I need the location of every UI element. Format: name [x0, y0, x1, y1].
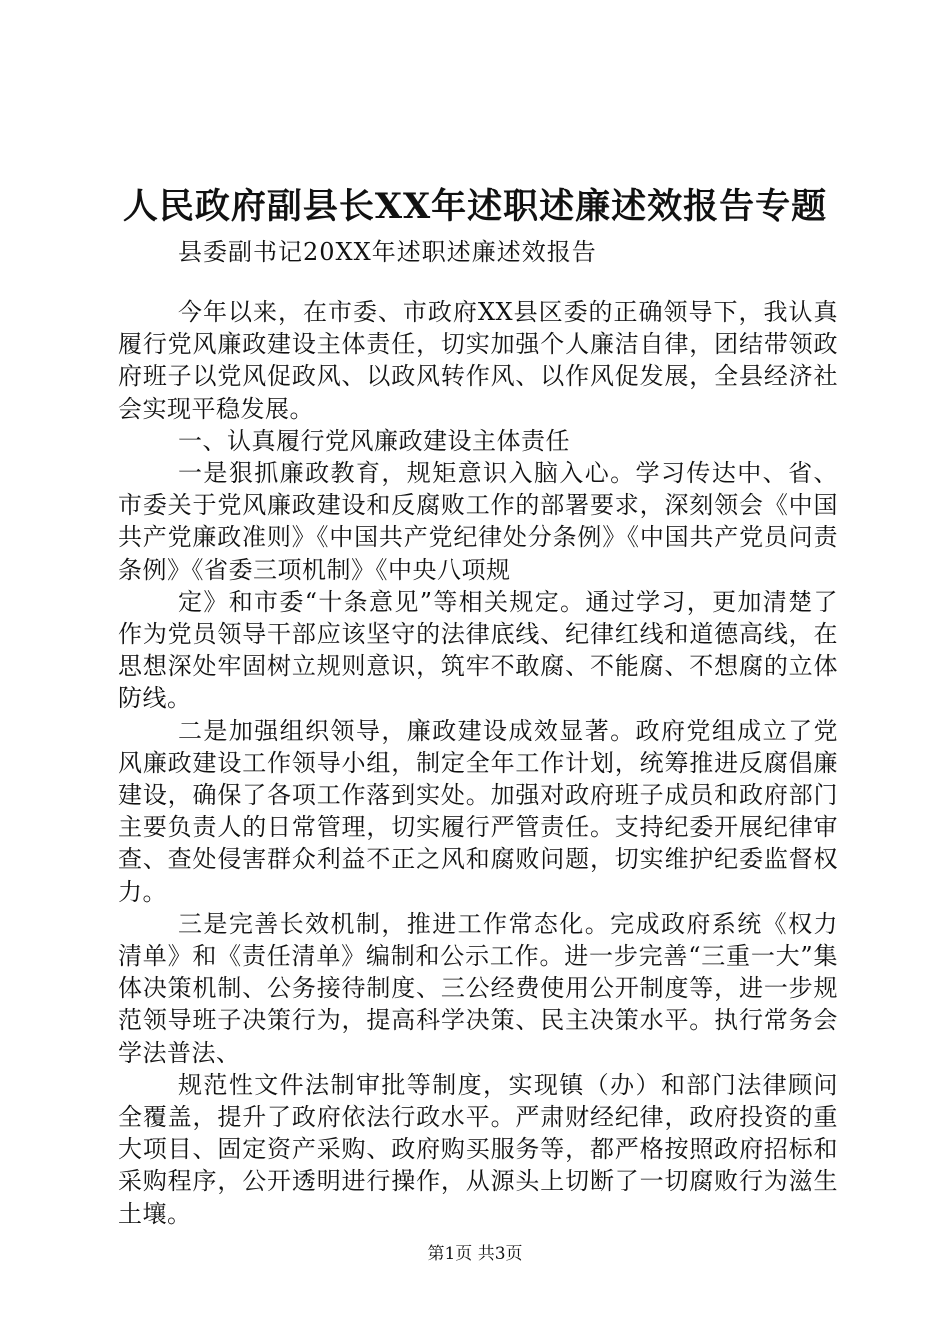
paragraph: 定》和市委“十条意见”等相关规定。通过学习，更加清楚了作为党员领导干部应该坚守的法律底线、纪律红线和道德高线，在思想深处牢固树立规则意识，筑牢不敢腐、不能腐、不想腐的立体防线。	[118, 587, 838, 713]
paragraph: 二是加强组织领导，廉政建设成效显著。政府党组成立了党风廉政建设工作领导小组，制定全年工作计划，统筹推进反腐倡廉建设，确保了各项工作落到实处。加强对政府班子成员和政府部门主要负责人的日常管理，切实履行严管责任。支持纪委开展纪律审查、查处侵害群众利益不正之风和腐败问题，切实维护纪委监督权力。	[118, 716, 838, 906]
document-title: 人民政府副县长XX年述职述廉述效报告专题	[122, 186, 828, 227]
paragraph: 规范性文件法制审批等制度，实现镇（办）和部门法律顾问全覆盖，提升了政府依法行政水平。严肃财经纪律，政府投资的重大项目、固定资产采购、政府购买服务等，都严格按照政府招标和采购程序，公开透明进行操作，从源头上切断了一切腐败行为滋生土壤。	[118, 1070, 838, 1228]
document-body	[118, 296, 838, 1230]
document-subtitle: 县委副书记20XX年述职述廉述效报告	[178, 238, 597, 266]
paragraph: 今年以来，在市委、市政府XX县区委的正确领导下，我认真履行党风廉政建设主体责任，切实加强个人廉洁自律，团结带领政府班子以党风促政风、以政风转作风、以作风促发展，全县经济社会实现平稳发展。	[118, 298, 838, 423]
page-footer: 第1页 共3页	[427, 1244, 523, 1264]
paragraph: 三是完善长效机制，推进工作常态化。完成政府系统《权力清单》和《责任清单》编制和公示工作。进一步完善“三重一大”集体决策机制、公务接待制度、三公经费使用公开制度等，进一步规范领导班子决策行为，提高科学决策、民主决策水平。执行常务会学法普法、	[118, 909, 838, 1067]
paragraph: 一是狠抓廉政教育，规矩意识入脑入心。学习传达中、省、市委关于党风廉政建设和反腐败工作的部署要求，深刻领会《中国共产党廉政准则》《中国共产党纪律处分条例》《中国共产党员问责条例》《省委三项机制》《中央八项规	[118, 459, 838, 584]
section-heading: 一、认真履行党风廉政建设主体责任	[178, 426, 570, 455]
